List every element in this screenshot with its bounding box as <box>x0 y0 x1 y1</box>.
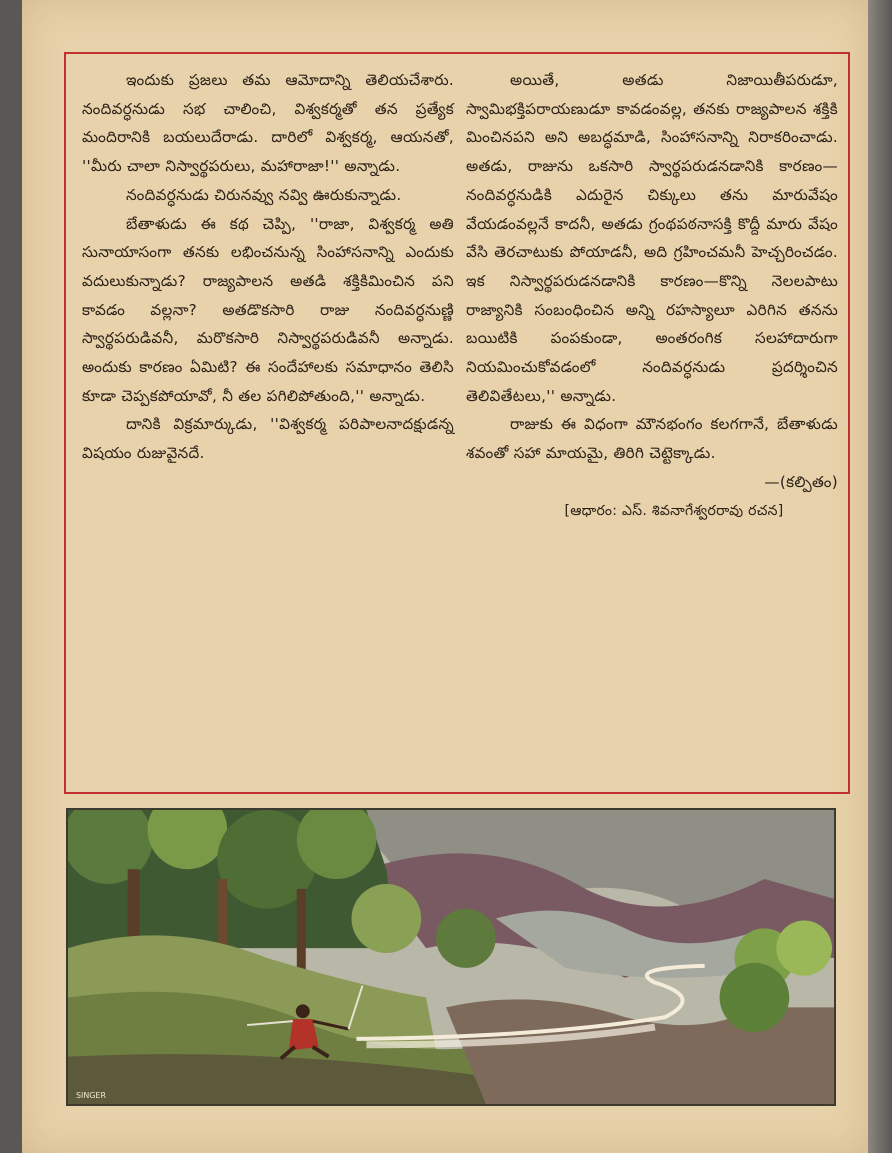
illustrator-signature: SINGER <box>75 1091 106 1101</box>
page-edge-shadow <box>868 0 892 1153</box>
paragraph: ఇందుకు ప్రజలు తమ ఆమోదాన్ని తెలియచేశారు. నందివర్ధనుడు సభ చాలించి, విశ్వకర్మతో తన ప్రత్యేక మందిరానికి బయలుదేరాడు. దారిలో విశ్వకర్మ, ఆయనతో, ''మీరు చాలా నిస్వార్థపరులు, మహారాజా!'' అన్నాడు. <box>82 71 454 176</box>
left-text-column <box>82 66 454 468</box>
forest-chase-illustration <box>68 810 834 1104</box>
paragraph: రాజుకు ఈ విధంగా మౌనభంగం కలగగానే, బేతాళుడు శవంతో సహా మాయమై, తిరిగి చెట్టెక్కాడు. <box>466 415 838 463</box>
paragraph: నందివర్ధనుడు చిరునవ్వు నవ్వి ఊరుకున్నాడు. <box>126 185 402 204</box>
paragraph: అయితే, అతడు నిజాయితీపరుడూ, స్వామిభక్తిపరాయణుడూ కావడంవల్ల, తనకు రాజ్యపాలన శక్తికి మించినపని అని అబద్ధమాడి, సింహాసనాన్ని నిరాకరించాడు. అతడు, రాజును ఒకసారి స్వార్థపరుడనడానికి కారణం—నందివర్ధనుడికి ఎదురైన చిక్కులు తను మారువేషం వేయడంవల్లనే కాదనీ, అతడు గ్రంథపఠనాసక్తి కొద్దీ మారు వేషం వేసి తెరచాటుకు పోయాడనీ, అది గ్రహించమనీ హెచ్చరించడం. ఇక నిస్వార్థపరుడనడానికి కారణం—కొన్ని నెలలపాటు రాజ్యానికి సంబంధించిన అన్ని రహస్యాలూ ఎరిగిన తనను బయిటికి పంపకుండా, అంతరంగిక సలహాదారుగా నియమించుకోవడంలో నందివర్ధనుడు ప్రదర్శించిన తెలివితేటలు,'' అన్నాడు. <box>466 71 838 405</box>
paragraph: దానికి విక్రమార్కుడు, ''విశ్వకర్మ పరిపాలనాదక్షుడన్న విషయం రుజువైనదే. <box>82 415 454 463</box>
paragraph: బేతాళుడు ఈ కథ చెప్పి, ''రాజా, విశ్వకర్మ అతి సునాయాసంగా తనకు లభించనున్న సింహాసనాన్ని ఎందుకు వదులుకున్నాడు? రాజ్యపాలన అతడి శక్తికిమించిన పని కావడం వల్లనా? అతడొకసారి రాజు నందివర్ధనుణ్ణి స్వార్థపరుడివనీ, మరొకసారి నిస్వార్థపరుడివనీ అన్నాడు. అందుకు కారణం ఏమిటి? ఈ సందేహాలకు సమాధానం తెలిసి కూడా చెప్పకపోయావో, నీ తల పగిలిపోతుంది,'' అన్నాడు. <box>82 214 454 405</box>
right-text-column <box>466 66 838 525</box>
source-credit: [ఆధారం: ఎస్. శివనాగేశ్వరరావు రచన] <box>564 502 784 519</box>
magazine-page <box>22 0 868 1153</box>
story-tail-note: —(కల్పితం) <box>764 472 838 491</box>
story-text-frame <box>64 52 850 794</box>
story-illustration <box>66 808 836 1106</box>
